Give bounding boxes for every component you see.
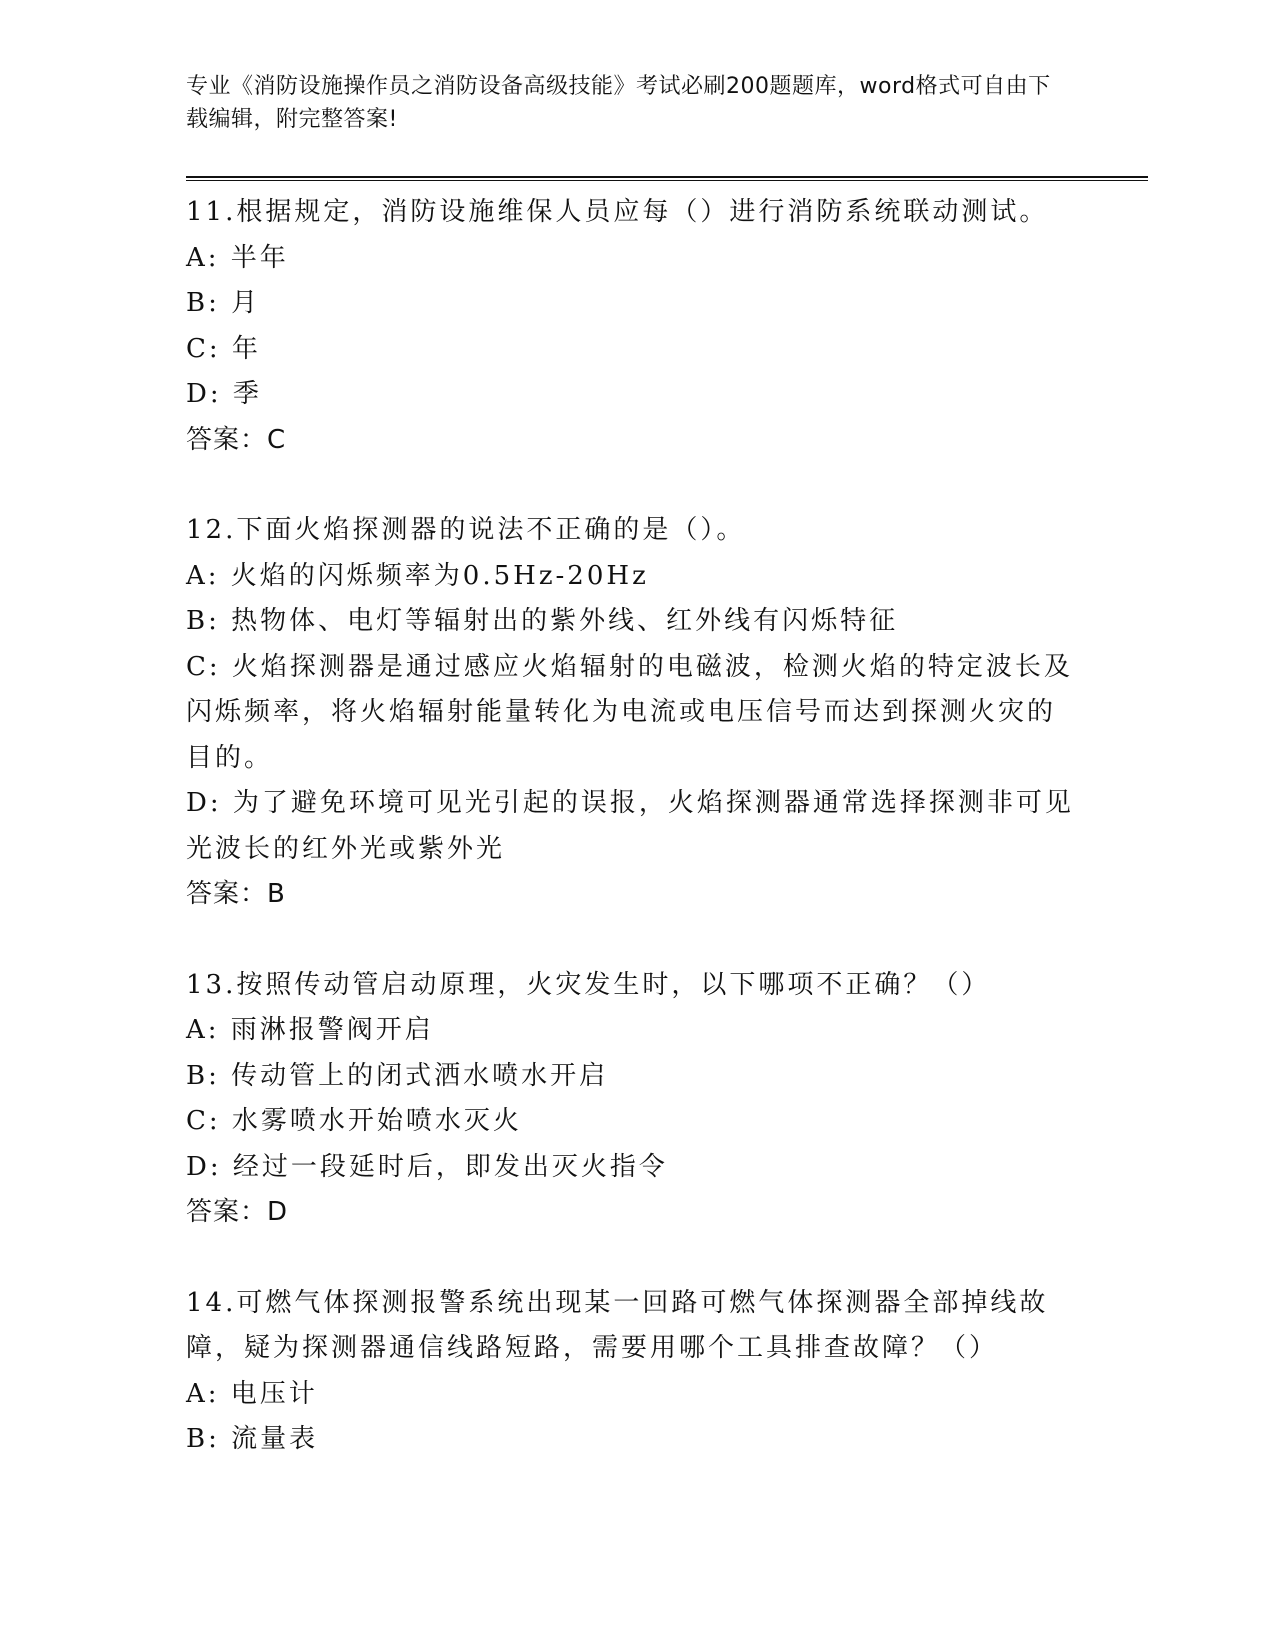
answer-label: 答案：B (186, 879, 286, 909)
answer-label: 答案：C (186, 424, 287, 455)
question-item (186, 963, 1086, 1236)
answer-label: 答案：D (186, 1197, 289, 1227)
header-divider (186, 176, 1148, 181)
option-b: B: 流量表 (186, 1424, 319, 1454)
option-a: A: 雨淋报警阀开启 (186, 1015, 434, 1045)
option-b: B: 月 (186, 288, 261, 318)
option-c: C: 水雾喷水开始喷水灭火 (186, 1106, 522, 1136)
question-item (186, 1281, 1086, 1463)
option-d: D: 经过一段延时后，即发出灭火指令 (186, 1151, 668, 1182)
option-b: B: 热物体、电灯等辐射出的紫外线、红外线有闪烁特征 (186, 606, 899, 636)
question-item (186, 508, 1086, 918)
question-stem: 14.可燃气体探测报警系统出现某一回路可燃气体探测器全部掉线故障，疑为探测器通信线路短路，需要用哪个工具排查故障？（） (186, 1287, 1049, 1363)
option-c: C: 年 (186, 333, 261, 364)
option-d: D: 季 (186, 379, 262, 409)
option-c: C: 火焰探测器是通过感应火焰辐射的电磁波，检测火焰的特定波长及闪烁频率，将火焰辐射能量转化为电流或电压信号而达到探测火灾的目的。 (186, 651, 1073, 773)
option-a: A: 火焰的闪烁频率为0.5Hz-20Hz (186, 560, 649, 591)
option-a: A: 电压计 (186, 1378, 318, 1409)
question-stem: 12.下面火焰探测器的说法不正确的是（）。 (186, 515, 746, 545)
question-item (186, 190, 1086, 463)
question-list (186, 190, 1086, 1508)
option-b: B: 传动管上的闭式洒水喷水开启 (186, 1060, 609, 1091)
question-stem: 13.按照传动管启动原理，火灾发生时，以下哪项不正确？（） (186, 969, 991, 1000)
option-d: D: 为了避免环境可见光引起的误报，火焰探测器通常选择探测非可见光波长的红外光或紫外光 (186, 788, 1074, 864)
document-title: 专业《消防设施操作员之消防设备高级技能》考试必刷200题题库，word格式可自由下载编辑，附完整答案! (186, 74, 1051, 132)
question-stem: 11.根据规定，消防设施维保人员应每（）进行消防系统联动测试。 (186, 197, 1049, 227)
document-header (186, 70, 1146, 136)
option-a: A: 半年 (186, 242, 289, 273)
